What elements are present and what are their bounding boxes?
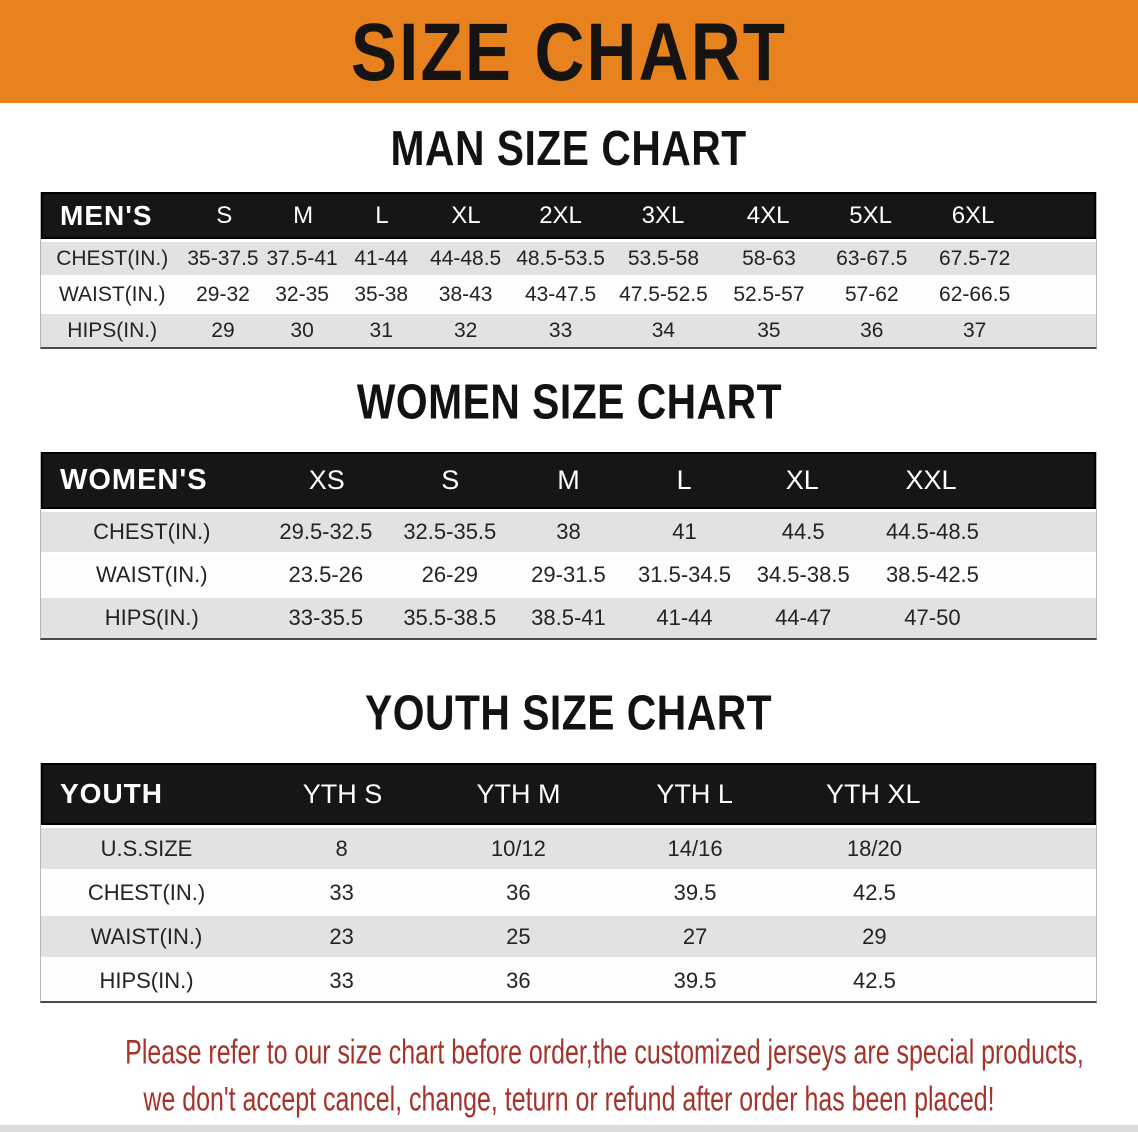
size-value: 38-43 — [438, 282, 493, 306]
row-label: WAIST(IN.) — [58, 282, 166, 306]
size-value: 35.5-38.5 — [403, 605, 497, 630]
column-header-m: M — [557, 465, 580, 495]
row-label: HIPS(IN.) — [67, 318, 158, 342]
size-value: 33 — [329, 967, 354, 993]
size-value: 29-31.5 — [531, 562, 606, 587]
women-section-title — [0, 376, 1138, 430]
size-value: 44.5 — [781, 519, 825, 544]
size-value: 37 — [962, 318, 987, 342]
column-header-xxl: XXL — [905, 465, 957, 495]
size-value: 32.5-35.5 — [403, 519, 497, 544]
size-value: 34.5-38.5 — [756, 562, 850, 587]
column-header-yth-s: YTH S — [302, 778, 383, 809]
men-table-row — [41, 242, 1096, 275]
size-value: 37.5-41 — [266, 246, 338, 270]
size-value: 48.5-53.5 — [516, 246, 605, 270]
size-value: 38 — [556, 519, 581, 544]
size-value: 43-47.5 — [524, 282, 597, 306]
size-value: 33 — [548, 318, 573, 342]
column-header-s: S — [441, 465, 460, 495]
size-value: 31 — [369, 318, 393, 342]
youth-table-row — [41, 872, 1096, 913]
youth-table-row — [41, 916, 1096, 957]
size-value: 41 — [672, 519, 697, 544]
size-value: 47.5-52.5 — [619, 282, 708, 306]
disclaimer-line-2: we don't accept cancel, change, teturn or refund after order has been placed! — [143, 1079, 995, 1119]
size-value: 18/20 — [846, 835, 902, 861]
size-value: 31.5-34.5 — [638, 562, 731, 587]
man-section-title-text: MAN SIZE CHART — [390, 122, 748, 176]
row-label: HIPS(IN.) — [104, 605, 199, 630]
column-header-2xl: 2XL — [539, 201, 582, 229]
size-value: 26-29 — [421, 562, 478, 587]
column-header-m: M — [293, 201, 314, 229]
column-header-4xl: 4XL — [746, 201, 790, 229]
size-value: 35-38 — [354, 282, 409, 306]
size-value: 39.5 — [673, 879, 717, 905]
men-table-header-row — [41, 192, 1096, 239]
men-size-table — [40, 192, 1097, 349]
size-value: 23 — [329, 923, 354, 949]
disclaimer-line-1: Please refer to our size chart before order,the customized jerseys are special products, — [125, 1032, 1084, 1072]
size-value: 27 — [682, 923, 708, 949]
row-label: HIPS(IN.) — [99, 967, 194, 993]
size-value: 8 — [335, 835, 348, 861]
youth-table-header-row — [41, 763, 1096, 825]
youth-section-title — [0, 687, 1138, 741]
column-header-xl: XL — [451, 201, 481, 229]
column-header-yth-l: YTH L — [656, 778, 733, 809]
women-table-header-row — [41, 452, 1096, 509]
women-section-title-text: WOMEN SIZE CHART — [356, 376, 782, 430]
row-label: WAIST(IN.) — [90, 923, 203, 949]
size-value: 36 — [860, 318, 884, 342]
man-section-title — [0, 122, 1138, 176]
column-header-xl: XL — [785, 465, 819, 495]
size-value: 44.5-48.5 — [885, 519, 979, 544]
men-table-row — [41, 278, 1096, 311]
size-value: 41-44 — [656, 605, 713, 630]
row-label: CHEST(IN.) — [87, 879, 206, 905]
size-value: 35-37.5 — [187, 246, 259, 270]
size-value: 44-47 — [775, 605, 832, 630]
women-table-title: WOMEN'S — [60, 464, 208, 496]
size-value: 10/12 — [490, 835, 546, 861]
youth-section-title-text: YOUTH SIZE CHART — [365, 687, 773, 741]
size-value: 33-35.5 — [288, 605, 364, 630]
size-value: 42.5 — [853, 879, 896, 905]
column-header-s: S — [216, 201, 233, 229]
size-value: 32 — [453, 318, 478, 342]
size-value: 14/16 — [667, 835, 723, 861]
column-header-6xl: 6XL — [951, 201, 995, 229]
size-value: 23.5-26 — [288, 562, 364, 587]
row-label: U.S.SIZE — [100, 835, 193, 861]
women-table-row — [41, 555, 1096, 595]
size-value: 30 — [290, 318, 314, 342]
size-value: 36 — [506, 879, 531, 905]
size-value: 41-44 — [354, 246, 409, 270]
column-header-xs: XS — [308, 465, 345, 495]
size-value: 29-32 — [196, 282, 250, 306]
men-table-title: MEN'S — [60, 199, 153, 231]
size-value: 58-63 — [742, 246, 796, 270]
youth-size-table — [40, 763, 1097, 1003]
column-header-yth-m: YTH M — [476, 778, 561, 809]
size-value: 62-66.5 — [939, 282, 1011, 306]
women-size-table — [40, 452, 1097, 640]
size-value: 42.5 — [853, 967, 896, 993]
size-value: 39.5 — [673, 967, 717, 993]
youth-table-row — [41, 960, 1096, 1001]
size-value: 57-62 — [844, 282, 899, 306]
women-table-row — [41, 598, 1096, 638]
size-value: 29.5-32.5 — [279, 519, 373, 544]
banner — [0, 0, 1138, 103]
size-value: 53.5-58 — [627, 246, 700, 270]
column-header-5xl: 5XL — [849, 201, 892, 229]
row-label: WAIST(IN.) — [95, 562, 208, 587]
bottom-edge-strip — [0, 1125, 1138, 1132]
column-header-l: L — [375, 201, 389, 229]
size-value: 38.5-41 — [531, 605, 606, 630]
size-value: 34 — [651, 318, 676, 342]
size-value: 63-67.5 — [836, 246, 908, 270]
size-value: 67.5-72 — [939, 246, 1011, 270]
column-header-l: L — [676, 465, 692, 495]
youth-table-row — [41, 828, 1096, 869]
women-table-row — [41, 512, 1096, 552]
column-header-3xl: 3XL — [641, 201, 685, 229]
size-value: 25 — [506, 923, 531, 949]
size-value: 32-35 — [275, 282, 329, 306]
size-value: 29 — [862, 923, 887, 949]
size-value: 29 — [211, 318, 235, 342]
men-table-row — [41, 314, 1096, 347]
size-value: 35 — [757, 318, 781, 342]
banner-title: SIZE CHART — [350, 5, 788, 98]
size-value: 38.5-42.5 — [885, 562, 979, 587]
size-value: 36 — [506, 967, 531, 993]
row-label: CHEST(IN.) — [56, 246, 169, 270]
disclaimer — [0, 1029, 1138, 1123]
size-value: 44-48.5 — [430, 246, 502, 270]
size-value: 33 — [329, 879, 354, 905]
youth-table-title: YOUTH — [60, 778, 163, 809]
row-label: CHEST(IN.) — [93, 519, 211, 544]
size-value: 47-50 — [904, 605, 961, 630]
column-header-yth-xl: YTH XL — [825, 778, 921, 809]
size-value: 52.5-57 — [733, 282, 805, 306]
